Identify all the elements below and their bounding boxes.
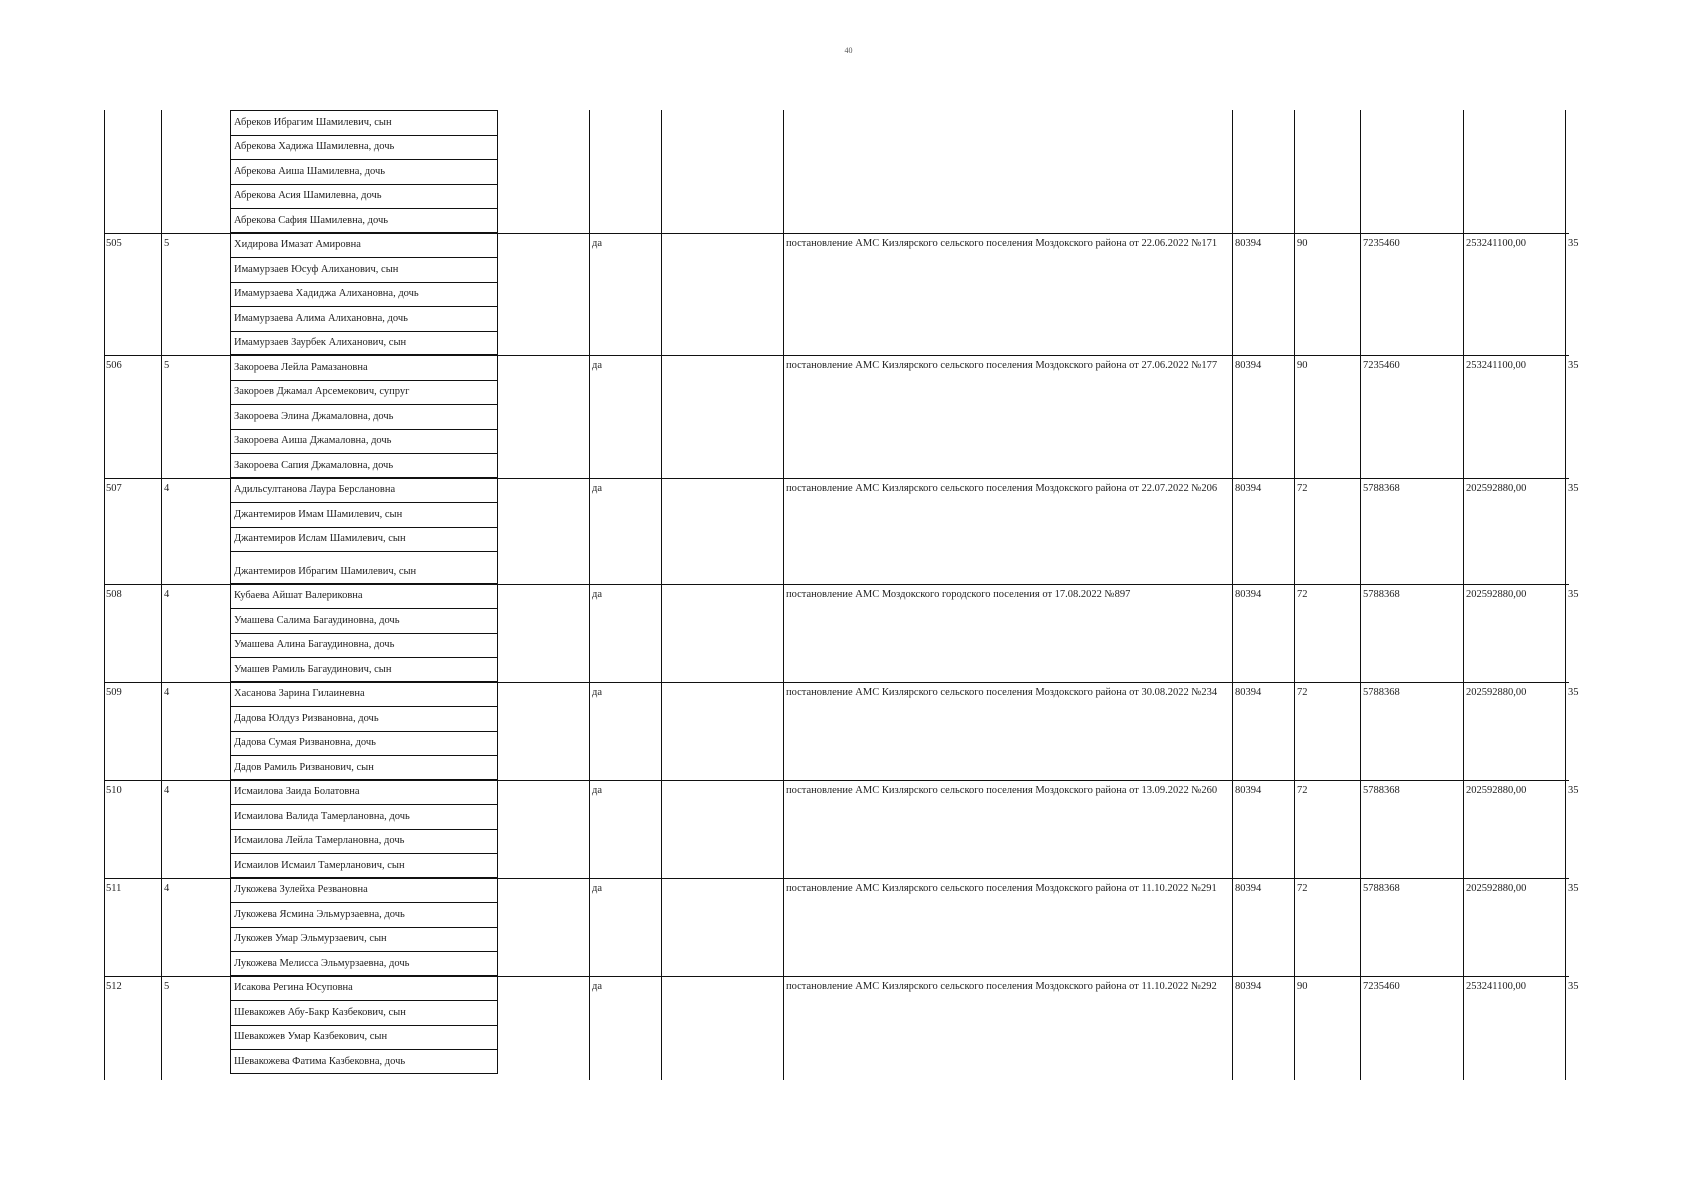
member-separator [230, 1025, 498, 1026]
cell-area: 90 [1297, 237, 1308, 249]
cell-decision: постановление АМС Кизлярского сельского поселения Моздокского района от 27.06.2022 №177 [786, 360, 1218, 371]
cell-consent: да [592, 686, 603, 698]
applicant-name: Адильсултанова Лаура Берслановна [234, 484, 396, 495]
cell-num: 509 [106, 686, 122, 698]
column-separator [1232, 110, 1233, 1080]
cell-total: 253241100,00 [1466, 237, 1526, 249]
member-separator [230, 453, 498, 454]
family-member: Закороев Джамал Арсемекович, супруг [234, 386, 410, 397]
family-member: Лукожева Мелисса Эльмурзаевна, дочь [234, 957, 410, 969]
family-member: Абрекова Сафия Шамилевна, дочь [234, 214, 389, 226]
cell-decision: постановление АМС Кизлярского сельского поселения Моздокского района от 22.07.2022 №206 [786, 482, 1218, 494]
family-member: Дадов Рамиль Ризванович, сын [234, 761, 374, 773]
cell-years: 35 [1568, 588, 1579, 600]
cell-price: 80394 [1235, 588, 1262, 600]
cell-num: 511 [106, 882, 122, 894]
cell-consent: да [592, 980, 603, 992]
cell-price: 80394 [1235, 980, 1262, 992]
cell-decision: постановление АМС Кизлярского сельского поселения Моздокского района от 22.06.2022 №171 [786, 237, 1218, 249]
cell-amount: 7235460 [1363, 980, 1400, 992]
family-member: Исмаилова Валида Тамерлановна, дочь [234, 810, 410, 822]
family-member: Абрекова Хадижа Шамилевна, дочь [234, 141, 395, 152]
cell-years: 35 [1568, 482, 1579, 494]
cell-amount: 5788368 [1363, 882, 1400, 894]
cell-consent: да [592, 882, 603, 894]
cell-years: 35 [1568, 360, 1579, 371]
family-member: Джантемиров Имам Шамилевич, сын [234, 508, 403, 520]
family-member: Лукожев Умар Эльмурзаевич, сын [234, 933, 387, 944]
cell-decision: постановление АМС Кизлярского сельского поселения Моздокского района от 11.10.2022 №292 [786, 980, 1217, 992]
family-member: Лукожева Ясмина Эльмурзаевна, дочь [234, 908, 405, 920]
applicant-name: Исмаилова Заида Болатовна [234, 786, 360, 797]
cell-area: 72 [1297, 784, 1308, 796]
cell-num: 507 [106, 482, 122, 494]
cell-price: 80394 [1235, 360, 1262, 371]
cell-consent: да [592, 237, 603, 249]
column-separator [783, 110, 784, 1080]
member-separator [230, 804, 498, 805]
cell-total: 202592880,00 [1466, 686, 1527, 698]
member-separator [230, 184, 498, 185]
member-separator [230, 731, 498, 732]
column-separator [661, 110, 662, 1080]
member-separator [230, 951, 498, 952]
member-separator [230, 306, 498, 307]
member-separator [230, 902, 498, 903]
column-separator [1360, 110, 1361, 1080]
cell-consent: да [592, 588, 603, 600]
cell-total: 202592880,00 [1466, 588, 1527, 600]
cell-size: 4 [164, 784, 170, 796]
cell-years: 35 [1568, 686, 1579, 698]
cell-total: 253241100,00 [1466, 360, 1526, 371]
register-table [104, 110, 1579, 1080]
family-member: Умашева Алина Багаудиновна, дочь [234, 639, 395, 650]
member-separator [230, 282, 498, 283]
family-member: Дадова Юлдуз Ризвановна, дочь [234, 712, 379, 724]
cell-decision: постановление АМС Кизлярского сельского поселения Моздокского района от 30.08.2022 №234 [786, 686, 1218, 698]
cell-amount: 5788368 [1363, 686, 1400, 698]
column-separator [1565, 110, 1566, 1080]
cell-total: 202592880,00 [1466, 482, 1527, 494]
member-separator [230, 1049, 498, 1050]
family-member: Шевакожев Умар Казбекович, сын [234, 1031, 388, 1042]
member-separator [230, 502, 498, 503]
member-separator [230, 927, 498, 928]
member-separator [230, 608, 498, 609]
cell-decision: постановление АМС Моздокского городского поселения от 17.08.2022 №897 [786, 588, 1131, 600]
applicant-name: Хидирова Имазат Амировна [234, 239, 361, 250]
cell-years: 35 [1568, 237, 1579, 249]
column-separator [104, 110, 105, 1080]
applicant-name: Исакова Регина Юсуповна [234, 982, 353, 993]
cell-price: 80394 [1235, 686, 1262, 698]
member-separator [230, 853, 498, 854]
cell-consent: да [592, 360, 603, 371]
cell-size: 4 [164, 482, 170, 494]
cell-years: 35 [1568, 980, 1579, 992]
cell-size: 5 [164, 360, 170, 371]
member-separator [230, 331, 498, 332]
member-separator [230, 1000, 498, 1001]
member-separator [230, 380, 498, 381]
cell-price: 80394 [1235, 237, 1262, 249]
member-separator [230, 208, 498, 209]
cell-area: 72 [1297, 588, 1308, 600]
cell-decision: постановление АМС Кизлярского сельского поселения Моздокского района от 13.09.2022 №260 [786, 784, 1218, 796]
family-member: Джантемиров Ибрагим Шамилевич, сын [234, 565, 417, 577]
cell-price: 80394 [1235, 882, 1262, 894]
cell-area: 90 [1297, 980, 1308, 992]
family-member: Исмаилов Исмаил Тамерланович, сын [234, 859, 405, 871]
family-member: Имамурзаева Хадиджа Алихановна, дочь [234, 288, 419, 299]
family-member: Абрекова Аиша Шамилевна, дочь [234, 165, 386, 177]
cell-years: 35 [1568, 784, 1579, 796]
member-separator [230, 257, 498, 258]
cell-num: 512 [106, 980, 122, 992]
cell-total: 202592880,00 [1466, 784, 1527, 796]
family-member: Умашева Салима Багаудиновна, дочь [234, 614, 400, 626]
applicant-name: Лукожева Зулейха Резвановна [234, 884, 368, 895]
member-separator [230, 633, 498, 634]
member-separator [230, 657, 498, 658]
member-separator [230, 404, 498, 405]
cell-area: 72 [1297, 686, 1308, 698]
member-separator [230, 135, 498, 136]
cell-amount: 7235460 [1363, 237, 1400, 249]
family-member: Дадова Сумая Ризвановна, дочь [234, 737, 376, 748]
cell-num: 510 [106, 784, 122, 796]
member-separator [230, 159, 498, 160]
cell-size: 4 [164, 588, 170, 600]
family-member: Абрекова Асия Шамилевна, дочь [234, 190, 382, 201]
family-member: Шевакожева Фатима Казбековна, дочь [234, 1055, 406, 1067]
applicant-name: Хасанова Зарина Гилаиневна [234, 688, 365, 699]
cell-years: 35 [1568, 882, 1579, 894]
column-separator [1294, 110, 1295, 1080]
member-separator [230, 551, 498, 552]
member-separator [230, 706, 498, 707]
cell-size: 5 [164, 980, 170, 992]
family-member: Джантемиров Ислам Шамилевич, сын [234, 533, 406, 544]
cell-num: 506 [106, 360, 122, 371]
family-member: Закороева Элина Джамаловна, дочь [234, 410, 394, 422]
cell-area: 90 [1297, 360, 1308, 371]
family-member: Имамурзаева Алима Алихановна, дочь [234, 312, 408, 324]
cell-area: 72 [1297, 882, 1308, 894]
column-separator [1463, 110, 1464, 1080]
family-member: Имамурзаев Заурбек Алиханович, сын [234, 337, 407, 348]
cell-consent: да [592, 482, 603, 494]
member-separator [230, 429, 498, 430]
applicant-name: Закороева Лейла Рамазановна [234, 361, 368, 373]
family-member: Закороева Аиша Джамаловна, дочь [234, 435, 392, 446]
family-member: Закороева Сапия Джамаловна, дочь [234, 459, 394, 471]
cell-amount: 5788368 [1363, 482, 1400, 494]
cell-total: 202592880,00 [1466, 882, 1527, 894]
cell-amount: 5788368 [1363, 588, 1400, 600]
column-separator [589, 110, 590, 1080]
applicant-name: Кубаева Айшат Валериковна [234, 590, 363, 601]
cell-area: 72 [1297, 482, 1308, 494]
cell-amount: 5788368 [1363, 784, 1400, 796]
cell-total: 253241100,00 [1466, 980, 1526, 992]
cell-price: 80394 [1235, 784, 1262, 796]
cell-decision: постановление АМС Кизлярского сельского поселения Моздокского района от 11.10.2022 №291 [786, 882, 1217, 894]
member-separator [230, 829, 498, 830]
cell-size: 4 [164, 882, 170, 894]
family-member: Имамурзаев Юсуф Алиханович, сын [234, 263, 399, 275]
cell-num: 508 [106, 588, 122, 600]
family-member: Шевакожев Абу-Бакр Казбекович, сын [234, 1006, 406, 1018]
cell-amount: 7235460 [1363, 360, 1400, 371]
family-member: Умашев Рамиль Багаудинович, сын [234, 663, 392, 675]
family-member: Исмаилова Лейла Тамерлановна, дочь [234, 835, 405, 846]
cell-size: 5 [164, 237, 170, 249]
cell-price: 80394 [1235, 482, 1262, 494]
family-member: Абреков Ибрагим Шамилевич, сын [234, 116, 392, 128]
column-separator [161, 110, 162, 1080]
member-separator [230, 527, 498, 528]
cell-consent: да [592, 784, 603, 796]
cell-num: 505 [106, 237, 122, 249]
member-separator [230, 755, 498, 756]
page-number: 40 [844, 46, 853, 55]
cell-size: 4 [164, 686, 170, 698]
